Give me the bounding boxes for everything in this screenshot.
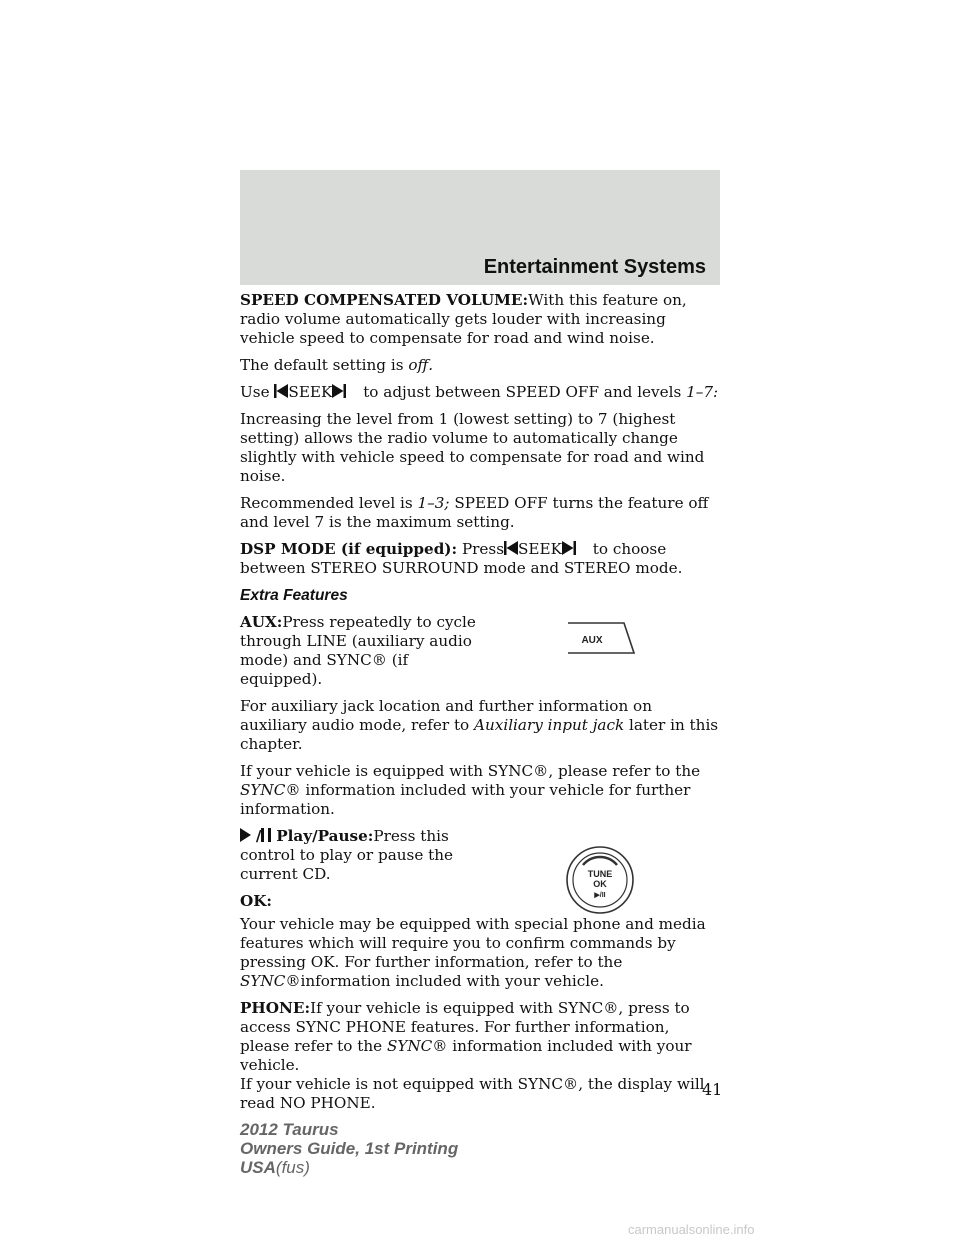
ok-paragraph (240, 915, 720, 991)
default-prefix: The default setting is (240, 356, 409, 374)
aux-jack-paragraph (240, 697, 720, 754)
speed-comp-label: SPEED COMPENSATED VOLUME: (240, 291, 529, 309)
phone-not-equipped: If your vehicle is not equipped with SYNC®, the display will read NO PHONE. (240, 1075, 705, 1112)
use-seek-paragraph (240, 383, 720, 402)
default-value: off. (408, 356, 434, 374)
aux-text: Press repeatedly to cycle through LINE (auxiliary audio mode) and SYNC® (if equipped). (240, 613, 476, 688)
aux-label: AUX: (240, 613, 283, 631)
aux-para-1: For auxiliary jack location and further information on auxiliary audio mode, refer to (240, 697, 652, 734)
knob-playpause-label: ▶/II (594, 892, 606, 899)
play-sep: / (255, 827, 262, 845)
play-pause-label: Play/Pause: (276, 827, 374, 845)
play-pause-paragraph (240, 827, 480, 884)
aux-button-label: AUX (581, 635, 603, 646)
aux-para-2: later in this chapter. (240, 716, 719, 753)
section-title: Entertainment Systems (483, 256, 706, 278)
phone-text-2: information included with your vehicle. (240, 1037, 692, 1074)
sync-para-1: If your vehicle is equipped with SYNC®, please refer to the (240, 762, 701, 780)
page-number: 41 (702, 1080, 723, 1099)
play-icon (240, 828, 251, 842)
ok-sync-italic: SYNC® (240, 972, 301, 990)
seek-forward-icon (332, 384, 346, 398)
footer-line-3 (240, 1158, 458, 1177)
aux-row (240, 613, 720, 697)
dsp-label: DSP MODE (if equipped): (240, 540, 458, 558)
default-setting (240, 356, 720, 375)
phone-paragraph (240, 999, 720, 1075)
sync-paragraph (240, 762, 720, 819)
sync-italic: SYNC® (240, 781, 301, 799)
play-ok-row (240, 827, 720, 915)
rec-prefix: Recommended level is (240, 494, 418, 512)
tune-ok-knob-illustration (565, 845, 635, 915)
dsp-press: Press (461, 540, 504, 558)
use-word: Use (240, 383, 270, 401)
rec-value: 1–3; (417, 494, 450, 512)
knob-tune-label: TUNE (587, 869, 613, 879)
watermark: carmanualsonline.info (628, 1222, 755, 1237)
phone-text-1: If your vehicle is equipped with SYNC®, press to access SYNC PHONE features. For further information, please refer to the (240, 999, 690, 1055)
seek-back-icon (504, 541, 518, 555)
page-content (240, 291, 723, 1121)
aux-jack-link: Auxiliary input jack (474, 716, 625, 734)
ok-text-1: Your vehicle may be equipped with special phone and media features which will require you to confirm commands by pressing OK. For further information, refer to the (240, 915, 706, 971)
recommended-paragraph (240, 494, 720, 532)
adjust-text: to adjust between SPEED OFF and levels (363, 383, 687, 401)
knob-ok-label: OK (593, 879, 607, 889)
increasing-paragraph: Increasing the level from 1 (lowest setting) to 7 (highest setting) allows the radio volume to automatically change slightly with vehicle speed to compensate for road and wind noise. (240, 410, 705, 485)
ok-label: OK: (240, 892, 273, 910)
header-band (240, 170, 720, 285)
sync-para-2: information included with your vehicle for further information. (240, 781, 691, 818)
footer-region-code: (fus) (275, 1158, 310, 1177)
ok-paragraph-start (240, 892, 480, 911)
seek-forward-icon (562, 541, 576, 555)
dsp-text: to choose between STEREO SURROUND mode and STEREO mode. (240, 540, 683, 577)
ok-text-2: information included with your vehicle. (300, 972, 604, 990)
rec-suffix: SPEED OFF turns the feature off and level 7 is the maximum setting. (240, 494, 709, 531)
seek-back-icon (274, 384, 288, 398)
footer-line-1: 2012 Taurus (240, 1120, 339, 1139)
footer-line-2: Owners Guide, 1st Printing (240, 1139, 459, 1158)
pause-icon (261, 828, 271, 842)
aux-paragraph (240, 613, 480, 689)
speed-comp-paragraph (240, 291, 720, 348)
levels-range: 1–7: (686, 383, 719, 401)
dsp-seek-label: SEEK (518, 540, 562, 558)
phone-label: PHONE: (240, 999, 311, 1017)
phone-sync-italic: SYNC® (386, 1037, 448, 1055)
extra-features-heading: Extra Features (240, 587, 348, 604)
play-pause-text: Press this control to play or pause the current CD. (240, 827, 454, 883)
dsp-paragraph (240, 540, 720, 578)
speed-comp-text: With this feature on, radio volume automatically gets louder with increasing vehicle speed to compensate for road and wind noise. (240, 291, 687, 347)
aux-button-illustration (562, 621, 638, 655)
footer-region: USA (240, 1158, 276, 1177)
footer (240, 1120, 458, 1177)
seek-label: SEEK (288, 383, 333, 401)
